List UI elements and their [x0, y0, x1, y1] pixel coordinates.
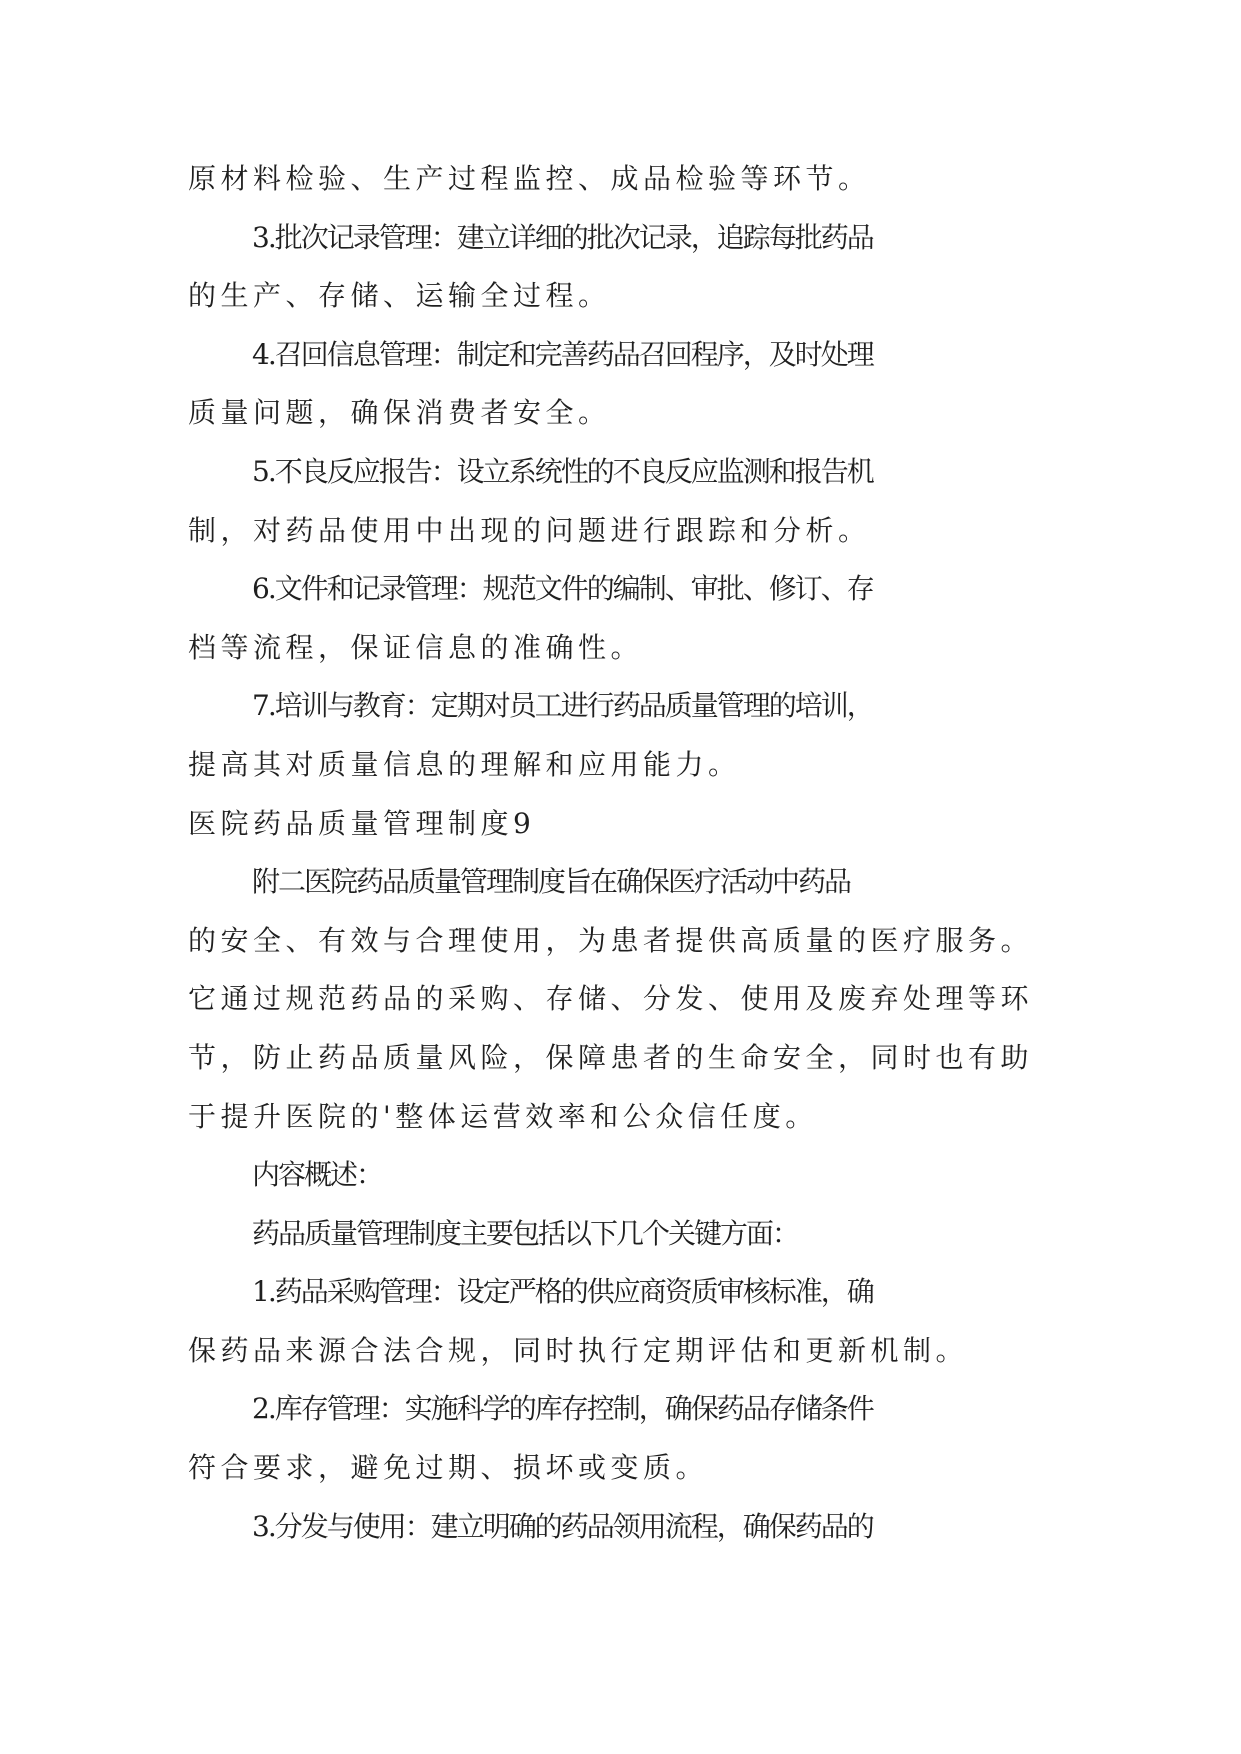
text-line: 3.批次记录管理：建立详细的批次记录，追踪每批药品 — [252, 220, 873, 254]
text-line: 7.培训与教育：定期对员工进行药品质量管理的培训， — [252, 689, 873, 723]
text-line: 于提升医院的'整体运营效率和公众信任度。 — [188, 1099, 818, 1133]
document-body — [188, 150, 1058, 1556]
text-line: 保药品来源合法合规，同时执行定期评估和更新机制。 — [188, 1333, 969, 1367]
text-line: 5.不良反应报告：设立系统性的不良反应监测和报告机 — [252, 454, 873, 488]
text-line: 它通过规范药品的采购、存储、分发、使用及废弃处理等环 — [188, 982, 1034, 1016]
text-line: 制，对药品使用中出现的问题进行跟踪和分析。 — [188, 513, 871, 547]
text-line: 的安全、有效与合理使用，为患者提供高质量的医疗服务。 — [188, 923, 1034, 957]
text-line: 节，防止药品质量风险，保障患者的生命安全，同时也有助 — [188, 1040, 1034, 1074]
text-line: 档等流程，保证信息的准确性。 — [188, 630, 644, 664]
text-line: 质量问题，确保消费者安全。 — [188, 396, 611, 430]
text-line: 原材料检验、生产过程监控、成品检验等环节。 — [188, 162, 871, 195]
text-line: 4.召回信息管理：制定和完善药品召回程序，及时处理 — [252, 337, 873, 371]
text-line: 附二医院药品质量管理制度旨在确保医疗活动中药品 — [252, 865, 851, 899]
text-line: 内容概述： — [252, 1158, 383, 1192]
text-line: 医院药品质量管理制度9 — [188, 806, 536, 840]
text-line: 药品质量管理制度主要包括以下几个关键方面： — [252, 1216, 799, 1250]
text-line: 1.药品采购管理：设定严格的供应商资质审核标准，确 — [252, 1275, 873, 1309]
text-line: 提高其对质量信息的理解和应用能力。 — [188, 747, 741, 781]
text-line: 6.文件和记录管理：规范文件的编制、审批、修订、存 — [252, 572, 873, 606]
text-line: 2.库存管理：实施科学的库存控制，确保药品存储条件 — [252, 1392, 873, 1426]
text-line: 3.分发与使用：建立明确的药品领用流程，确保药品的 — [252, 1509, 873, 1543]
text-line: 符合要求，避免过期、损坏或变质。 — [188, 1451, 709, 1485]
text-line: 的生产、存储、运输全过程。 — [188, 279, 611, 313]
